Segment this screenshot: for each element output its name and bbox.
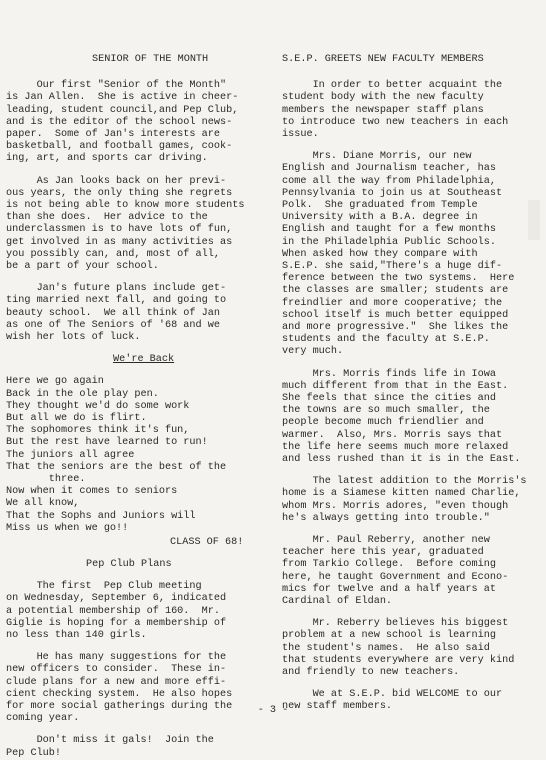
page-number: - 3 - (257, 705, 289, 716)
poem-signature: CLASS OF 68! (170, 536, 244, 548)
senior-paragraph-2: As Jan looks back on her previ- ous years, the only thing she regrets is not being able to know more students than she does. Her advice to the underclassmen is to have lots of fun, get involved in as many activities as you possibly can, and, most of all, be a part of your school. (6, 175, 245, 273)
class-poem: Here we go again Back in the ole play pen. They thought we'd do some work But all we do is flirt. The sophomores think it's fun, But the rest have learned to run! The juniors all agree That the seniors are the best of the three. Now when it comes to seniors We all know, That the Sophs and Juniors will Miss us when we go!! (6, 376, 227, 534)
faculty-paragraph-3: Mrs. Morris finds life in Iowa much different from that in the East. She feels that since the cities and the towns are so much smaller, the people become much friendlier and warmer. Also, Mrs. Morris says that the life here seems much more relaxed and less rushed than it is in the East. (282, 368, 521, 466)
senior-paragraph-1: Our first "Senior of the Month" is Jan Allen. She is active in cheer- leading, student council,and Pep Club, and is the editor of the school news- paper. Some of Jan's interests are basketball, and football games, cook- ing, art, and sports car driving. (6, 80, 239, 165)
pep-paragraph-2: He has many suggestions for the new officers to consider. These in- clude plans for a new and more effi- cient checking system. He also hopes for more social gatherings during the coming year. (6, 652, 233, 725)
pep-club-heading: Pep Club Plans (86, 559, 172, 570)
senior-of-month-heading: SENIOR OF THE MONTH (92, 54, 209, 65)
faculty-paragraph-2: Mrs. Diane Morris, our new English and Journalism teacher, has come all the way from Philadelphia, Pennsylvania to join us at Southeast Polk. She graduated from Temple University with a B.A. degree in English and taught for a few months in the Philadelphia Public Schools. When asked how they compare with S.E.P. she said,"There's a huge dif- ference between the two systems. Here the classes are smaller; students are freindlier and more cooperative; the school itself is much better equipped and more progressive." She likes the students and the faculty at S.E.P. very much. (282, 151, 515, 358)
faculty-paragraph-5: Mr. Paul Reberry, another new teacher here this year, graduated from Tarkio College. Before coming here, he taught Government and Econo- mics for twelve and a half years at Cardinal of Eldan. (282, 535, 509, 608)
pep-paragraph-1: The first Pep Club meeting on Wednesday, September 6, indicated a potential membership of 160. Mr. Giglie is hoping for a membership of no less than 140 girls. (6, 581, 227, 641)
were-back-heading: We're Back (113, 354, 175, 366)
pep-paragraph-3: Don't miss it gals! Join the Pep Club! (6, 735, 214, 759)
paper-smudge (528, 200, 540, 240)
faculty-paragraph-7: We at S.E.P. bid WELCOME to our new staff members. (282, 689, 503, 713)
senior-paragraph-3: Jan's future plans include get- ting married next fall, and going to beauty school. We all think of Jan as one of The Seniors of '68 and we wish her lots of luck. (6, 283, 227, 343)
faculty-paragraph-4: The latest addition to the Morris's home is a Siamese kitten named Charlie, whom Mrs. Morris adores, "even though he's always getting into trouble." (282, 476, 527, 524)
faculty-paragraph-1: In order to better acquaint the student body with the new faculty members the newspaper staff plans to introduce two new teachers in each issue. (282, 80, 509, 140)
faculty-heading: S.E.P. GREETS NEW FACULTY MEMBERS (282, 54, 484, 65)
faculty-paragraph-6: Mr. Reberry believes his biggest problem at a new school is learning the student's names. He also said that students everywhere are very kind and friendly to new teachers. (282, 618, 515, 678)
